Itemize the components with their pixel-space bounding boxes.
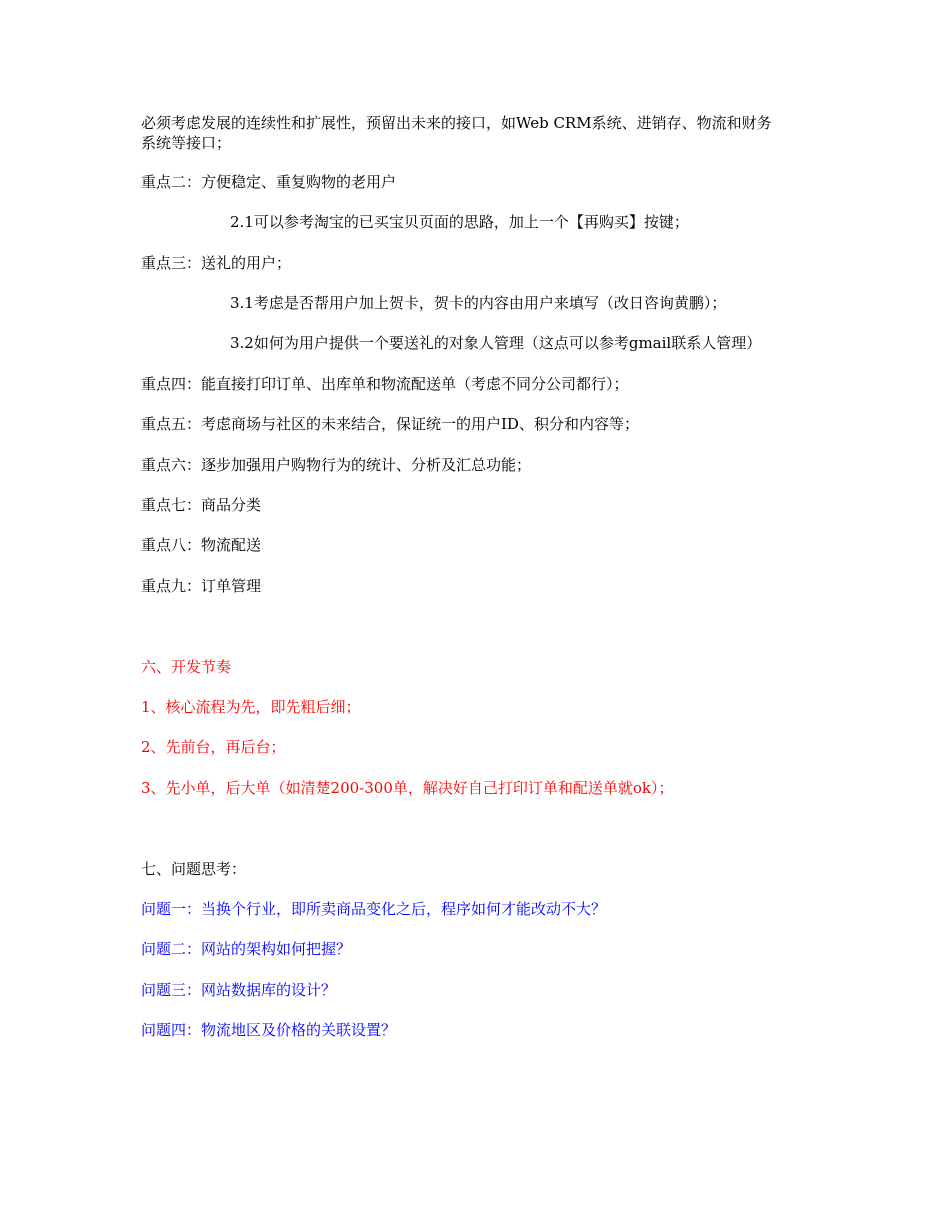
focus-point-2: 重点二：方便稳定、重复购物的老用户 <box>141 173 397 191</box>
focus-point-9: 重点九：订单管理 <box>141 577 262 595</box>
focus-point-3-2: 3.2如何为用户提供一个要送礼的对象人管理（这点可以参考gmail联系人管理） <box>230 334 762 352</box>
section-6-item-2: 2、先前台，再后台； <box>141 738 286 756</box>
focus-point-7: 重点七：商品分类 <box>141 496 262 514</box>
focus-point-8: 重点八：物流配送 <box>141 536 262 554</box>
intro-line-2: 系统等接口； <box>141 134 232 152</box>
question-4: 问题四：物流地区及价格的关联设置？ <box>141 1021 397 1039</box>
focus-point-3: 重点三：送礼的用户； <box>141 254 292 272</box>
focus-point-2-1: 2.1可以参考淘宝的已买宝贝页面的思路，加上一个【再购买】按键； <box>230 213 689 231</box>
section-6-item-1: 1、核心流程为先，即先粗后细； <box>141 698 361 716</box>
question-2: 问题二：网站的架构如何把握？ <box>141 940 352 958</box>
section-6-item-3: 3、先小单，后大单（如清楚200-300单，解决好自己打印订单和配送单就ok）； <box>141 779 674 797</box>
focus-point-5: 重点五：考虑商场与社区的未来结合，保证统一的用户ID、积分和内容等； <box>141 415 639 433</box>
question-3: 问题三：网站数据库的设计？ <box>141 981 337 999</box>
question-1: 问题一：当换个行业，即所卖商品变化之后，程序如何才能改动不大？ <box>141 900 607 918</box>
section-6-title: 六、开发节奏 <box>141 658 232 676</box>
focus-point-4: 重点四：能直接打印订单、出库单和物流配送单（考虑不同分公司都行）； <box>141 375 629 393</box>
focus-point-3-1: 3.1考虑是否帮用户加上贺卡，贺卡的内容由用户来填写（改日咨询黄鹏）； <box>230 294 727 312</box>
focus-point-6: 重点六：逐步加强用户购物行为的统计、分析及汇总功能； <box>141 456 532 474</box>
intro-line-1: 必须考虑发展的连续性和扩展性，预留出未来的接口，如Web CRM系统、进销存、物流和财务 <box>141 114 772 132</box>
section-7-title: 七、问题思考： <box>141 860 247 878</box>
